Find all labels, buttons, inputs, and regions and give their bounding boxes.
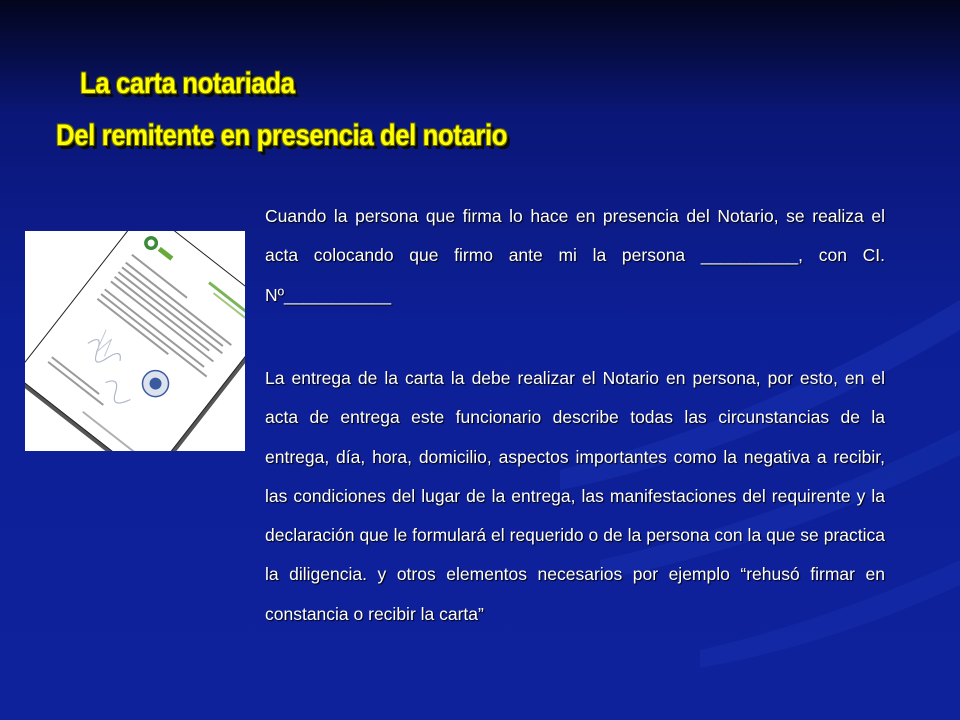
slide-title: La carta notariada	[80, 67, 295, 100]
notarized-letter-image	[25, 231, 245, 451]
slide-subtitle: Del remitente en presencia del notario	[56, 119, 508, 152]
paragraph-delivery-act: La entrega de la carta la debe realizar el Notario en persona, por esto, en el acta de entrega este funcionario describe todas las circunstancias de la entrega, día, hora, domicilio, aspectos importantes como la negativa a recibir, las condiciones del lugar de la entrega, las manifestaciones del requirente y la declaración que le formulará el requerido o de la persona con la que se practica la diligencia. y otros elementos necesarios por ejemplo “rehusó firmar en constancia o recibir la carta”	[265, 368, 885, 624]
paragraph-signature-act: Cuando la persona que firma lo hace en presencia del Notario, se realiza el acta colocando que firmo ante mi la persona __________, con CI. Nº___________	[265, 206, 885, 305]
